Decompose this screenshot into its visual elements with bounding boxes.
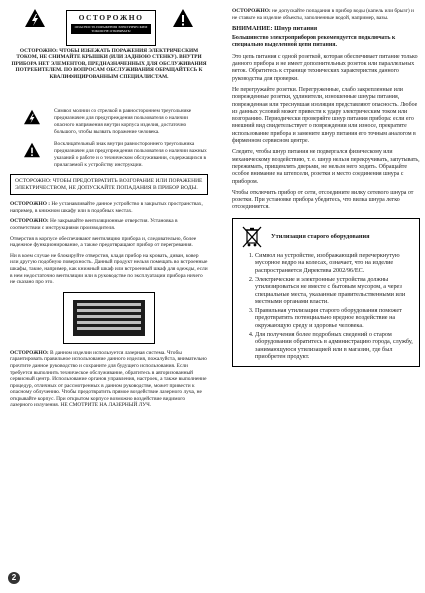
symbol-row-exclamation <box>10 141 208 169</box>
label-line <box>77 327 141 330</box>
lightning-triangle-icon <box>23 109 41 125</box>
list-item: 1. Символ на устройстве, изображающий перечеркнутую мусорное ведро на колесах, означает, что на изделие распространяется Директива 2002/96/EC. <box>255 252 413 275</box>
paragraph: ОСТОРОЖНО : Не устанавливайте данное устройство в закрытых пространствах, например, в книжном шкафу или в подобных местах. <box>10 201 203 214</box>
list-item: 2. Электрические и электронные устройства должны утилизироваться не вместе с бытовым мусором, а через специальные места, указанные правительственными или местными органами власти. <box>255 276 413 306</box>
power-cord-heading: ВНИМАНИЕ: Шнур питания <box>232 25 318 33</box>
paragraph: Ни в коем случае не блокируйте отверстия, кладя прибор на кровать, диван, ковер или другую подобную поверхность. Данный продукт нельзя помещать во встроенные шкафы, такие, например, как книжный шкаф или встроенный шкаф для одежды, если в нем недостаточно вентиляции или в руководстве по эксплуатации прибора ничего не сказано про это. <box>10 252 208 286</box>
disposal-title: Утилизация старого оборудования <box>271 233 370 241</box>
label-line <box>77 309 141 312</box>
list-item: 4. Для получения более подробных сведений о старом оборудовании обратитесь в администрацию города, службу, занимающуюся утилизацией или в магазин, где был приобретен продукт. <box>255 331 413 361</box>
label-line <box>77 315 141 318</box>
label-line <box>77 321 141 324</box>
caution-text: ОСТОРОЖНО: ЧТОБЫ ИЗБЕЖАТЬ ПОРАЖЕНИЯ ЭЛЕКТРИЧЕСКИМ ТОКОМ, НЕ СНИМАЙТЕ КРЫШКИ (ИЛИ ЗАДНЮЮ СТЕНКУ). ВНУТРИ ПРИБОРА НЕТ ЭЛЕМЕНТОВ, ПРЕДНАЗНАЧЕННЫХ ДЛЯ ОБСЛУЖИВАНИЯ ПОТРЕБИТЕЛЕМ. ПО ВОПРОСАМ ОБСЛУЖИВАНИЯ ОБРАЩАЙТЕСЬ К КВАЛИФИЦИРОВАННЫМ СПЕЦИАЛИСТАМ. <box>11 48 207 80</box>
caution-word: ОСТОРОЖНО <box>78 13 144 22</box>
caution-label <box>66 10 156 46</box>
paragraph: Это цепь питания с одной розеткой, которая обеспечивает питание только данного прибора и не имеет дополнительных розеток или параллельных веток. Обратитесь к странице технических характеристик данного руководства для проверки. <box>232 53 418 82</box>
paragraph: ОСТОРОЖНО: Не закрывайте вентиляционные отверстия. Установка в соответствии с инструкциями производителя. <box>10 218 178 231</box>
paragraph: Следите, чтобы шнур питания не подвергался физическому или механическому воздействию, т. е. шнур нельзя перекручивать, запутывать, пережимать, прищемлять дверьми, не нельзя него ходить. Обращайте особое внимание на штепсели, розетки и место соединения шнура с прибором. <box>232 149 420 185</box>
page-number: 2 <box>8 572 20 584</box>
exclamation-triangle-icon <box>172 8 194 28</box>
paragraph: ОСТОРОЖНО: не допускайте попадания в прибор воды (капель или брызг) и не ставьте на изделие объекты, заполненные водой, например, вазы. <box>232 8 414 21</box>
paragraph: Не перегружайте розетки. Перегруженные, слабо закрепленные или поврежденные розетки, удлинители, изношенные шнуры питания, поврежденная или треснувшая изоляция представляют опасность. Любое из данных условий может привести к удару электрическим током или возгоранию. Периодически проверяйте шнур питания прибора: если его внешний вид свидетельствует о повреждении или износе, прекратите использование прибора и замените шнур питания его точным аналогом в фирменном сервисном центре. <box>232 86 418 145</box>
disposal-box <box>232 218 420 367</box>
symbol-text: Символ молнии со стрелкой в равностороннем треугольнике предназначен для предупреждения пользователя о наличии опасного напряжения внутри корпуса изделия, достаточно большого, чтобы вызвать поражение человека. <box>54 108 192 135</box>
water-warning-box: ОСТОРОЖНО: ЧТОБЫ ПРЕДОТВРАТИТЬ ВОЗГОРАНИЕ ИЛИ ПОРАЖЕНИЕ ЭЛЕКТРИЧЕСТВОМ, НЕ ДОПУСКАЙТЕ ПОПАДАНИЯ В ПРИБОР ВОДЫ. <box>10 174 208 195</box>
symbol-text: Восклицательный знак внутри равностороннего треугольника предназначен для предупреждения пользователя о наличии важных указаний о работе и о техническом обслуживании, содержащихся в прилагаемой к устройству инструкции. <box>54 141 207 168</box>
symbol-row-lightning <box>10 108 208 136</box>
disposal-list <box>239 252 413 361</box>
label-line <box>77 303 141 306</box>
crossed-bin-icon <box>239 224 265 250</box>
exclamation-triangle-icon <box>23 142 41 158</box>
paragraph: Отверстия в корпусе обеспечивают вентиляцию прибора и, следовательно, более надежное функционирование, а также предотвращают прибор от перегревания. <box>10 235 197 249</box>
caution-sub: ОПАСНОСТЬ ПОРАЖЕНИЯ ЭЛЕКТРИЧЕСКИМ ТОКОМ НЕ ОТКРЫВАТЬ! <box>71 24 151 34</box>
laser-paragraph: ОСТОРОЖНО: В данном изделии используется лазерная система. Чтобы гарантировать правильное использование данного изделия, пожалуйста, внимательно прочтите данное руководство и сохраните для будущего использования. Если требуется выполнить техническое обслуживание, обратитесь в авторизованный сервисный центр. Использование органов управления, настроек, а также выполнение процедур, отличных от рассмотренных в данном руководстве, может привести к опасному облучению. Чтобы предотвратить прямое воздействие лазерного луча, не открывайте корпус. При открытом корпусе возможно воздействие видимого лазерного излучения. НЕ СМОТРИТЕ НА ЛАЗЕРНЫЙ ЛУЧ. <box>10 349 207 409</box>
caution-block <box>10 8 208 106</box>
laser-class-label <box>63 292 155 344</box>
paragraph: Чтобы отключить прибор от сети, отсоедините вилку сетевого шнура от розетки. При установке прибора убедитесь, что вилка шнура легко отсоединяется. <box>232 189 414 211</box>
left-column <box>10 8 208 413</box>
lightning-triangle-icon <box>24 8 46 28</box>
right-column <box>232 8 420 367</box>
list-item: 3. Правильная утилизация старого оборудования поможет предотвратить потенциально вредное воздействие на окружающую среду и здоровье человека. <box>255 307 413 330</box>
power-cord-bold: Большинство электроприборов рекомендуется подключать к специально выделенной цепи питания. <box>232 35 396 49</box>
